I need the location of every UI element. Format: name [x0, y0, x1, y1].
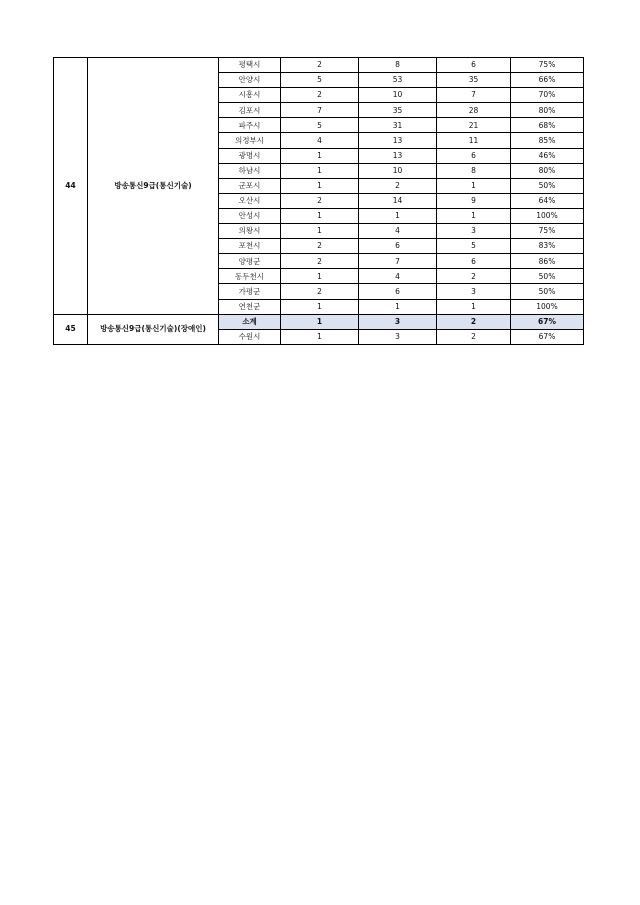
region-cell: 군포시 — [219, 178, 281, 193]
value-cell: 7 — [281, 103, 359, 118]
value-cell: 1 — [281, 269, 359, 284]
value-cell: 14 — [359, 193, 437, 208]
region-cell: 의왕시 — [219, 224, 281, 239]
value-cell: 6 — [359, 284, 437, 299]
rate-cell: 85% — [511, 133, 584, 148]
value-cell: 8 — [359, 58, 437, 73]
value-cell: 28 — [437, 103, 511, 118]
subtotal-row — [54, 314, 584, 329]
value-cell: 13 — [359, 148, 437, 163]
value-cell: 7 — [359, 254, 437, 269]
rate-cell: 80% — [511, 103, 584, 118]
value-cell: 1 — [437, 208, 511, 223]
value-cell: 2 — [281, 254, 359, 269]
value-cell: 1 — [281, 163, 359, 178]
region-cell: 오산시 — [219, 193, 281, 208]
value-cell: 3 — [437, 224, 511, 239]
value-cell: 5 — [437, 239, 511, 254]
value-cell: 21 — [437, 118, 511, 133]
value-cell: 1 — [281, 299, 359, 314]
region-cell: 평택시 — [219, 58, 281, 73]
value-cell: 7 — [437, 88, 511, 103]
region-cell: 수원시 — [219, 329, 281, 344]
region-cell: 시흥시 — [219, 88, 281, 103]
rate-cell: 66% — [511, 73, 584, 88]
rate-cell: 50% — [511, 284, 584, 299]
value-cell: 6 — [437, 58, 511, 73]
region-cell: 안성시 — [219, 208, 281, 223]
value-cell: 35 — [359, 103, 437, 118]
value-cell: 10 — [359, 163, 437, 178]
region-cell: 안양시 — [219, 73, 281, 88]
value-cell: 2 — [437, 314, 511, 329]
region-cell: 하남시 — [219, 163, 281, 178]
value-cell: 3 — [437, 284, 511, 299]
rate-cell: 75% — [511, 58, 584, 73]
rate-cell: 75% — [511, 224, 584, 239]
value-cell: 53 — [359, 73, 437, 88]
exam-category: 방송통신9급(통신기술) — [88, 58, 219, 315]
value-cell: 35 — [437, 73, 511, 88]
rate-cell: 70% — [511, 88, 584, 103]
rate-cell: 67% — [511, 314, 584, 329]
value-cell: 3 — [359, 314, 437, 329]
value-cell: 1 — [281, 314, 359, 329]
rate-cell: 68% — [511, 118, 584, 133]
value-cell: 10 — [359, 88, 437, 103]
value-cell: 1 — [281, 329, 359, 344]
value-cell: 1 — [437, 299, 511, 314]
rate-cell: 100% — [511, 299, 584, 314]
value-cell: 2 — [281, 239, 359, 254]
group-number: 45 — [54, 314, 88, 344]
value-cell: 6 — [437, 148, 511, 163]
region-cell: 가평군 — [219, 284, 281, 299]
region-cell: 동두천시 — [219, 269, 281, 284]
value-cell: 2 — [281, 284, 359, 299]
region-cell: 양평군 — [219, 254, 281, 269]
region-cell: 연천군 — [219, 299, 281, 314]
region-cell: 파주시 — [219, 118, 281, 133]
value-cell: 1 — [281, 148, 359, 163]
value-cell: 5 — [281, 73, 359, 88]
value-cell: 11 — [437, 133, 511, 148]
rate-cell: 80% — [511, 163, 584, 178]
value-cell: 2 — [437, 269, 511, 284]
rate-cell: 46% — [511, 148, 584, 163]
value-cell: 5 — [281, 118, 359, 133]
value-cell: 1 — [281, 224, 359, 239]
value-cell: 1 — [437, 178, 511, 193]
group-number: 44 — [54, 58, 88, 315]
exam-category: 방송통신9급(통신기술)(장애인) — [88, 314, 219, 344]
value-cell: 2 — [281, 58, 359, 73]
region-cell: 의정부시 — [219, 133, 281, 148]
value-cell: 1 — [281, 208, 359, 223]
value-cell: 31 — [359, 118, 437, 133]
rate-cell: 86% — [511, 254, 584, 269]
rate-cell: 64% — [511, 193, 584, 208]
value-cell: 9 — [437, 193, 511, 208]
region-cell: 광명시 — [219, 148, 281, 163]
value-cell: 8 — [437, 163, 511, 178]
value-cell: 2 — [359, 178, 437, 193]
table-row — [54, 58, 584, 73]
value-cell: 2 — [281, 193, 359, 208]
value-cell: 13 — [359, 133, 437, 148]
region-cell: 김포시 — [219, 103, 281, 118]
value-cell: 1 — [281, 178, 359, 193]
recruitment-table — [53, 57, 584, 345]
value-cell: 4 — [281, 133, 359, 148]
value-cell: 3 — [359, 329, 437, 344]
rate-cell: 67% — [511, 329, 584, 344]
rate-cell: 50% — [511, 269, 584, 284]
subtotal-label: 소계 — [219, 314, 281, 329]
value-cell: 2 — [437, 329, 511, 344]
rate-cell: 50% — [511, 178, 584, 193]
region-cell: 포천시 — [219, 239, 281, 254]
value-cell: 4 — [359, 269, 437, 284]
rate-cell: 100% — [511, 208, 584, 223]
value-cell: 6 — [359, 239, 437, 254]
value-cell: 4 — [359, 224, 437, 239]
value-cell: 1 — [359, 299, 437, 314]
value-cell: 1 — [359, 208, 437, 223]
rate-cell: 83% — [511, 239, 584, 254]
value-cell: 2 — [281, 88, 359, 103]
value-cell: 6 — [437, 254, 511, 269]
